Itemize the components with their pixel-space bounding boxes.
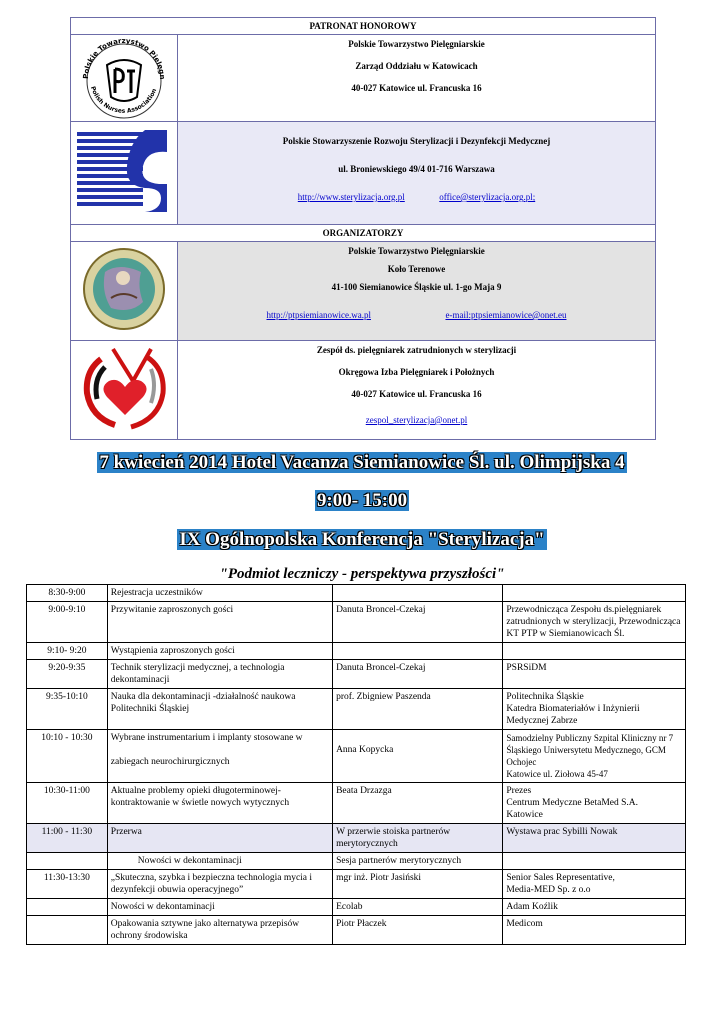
kolo-logo-cell	[71, 242, 178, 341]
program-speaker-cell: W przerwie stoiska partnerów merytorycznych	[333, 824, 503, 853]
program-row	[27, 643, 686, 660]
program-time-cell	[27, 853, 108, 870]
program-affiliation-cell: PSRSiDM	[503, 660, 686, 689]
psrsdm-line-2: ul. Broniewskiego 49/4 01-716 Warszawa	[338, 164, 495, 174]
program-speaker-cell: Danuta Broncel-Czekaj	[333, 660, 503, 689]
program-time-cell: 9:10- 9:20	[27, 643, 108, 660]
svg-text:Polskie Towarzystwo Pielęgniar: Polskie Towarzystwo Pielęgn	[81, 36, 167, 80]
zespol-email-link[interactable]: zespol_sterylizacja@onet.pl	[365, 415, 468, 425]
time-text: 9:00- 15:00	[316, 490, 408, 511]
psrsdm-logo-icon	[71, 122, 177, 222]
program-time-cell: 10:10 - 10:30	[27, 730, 108, 783]
program-row	[27, 824, 686, 853]
ptp-line-1: Polskie Towarzystwo Pielęgniarskie	[348, 39, 485, 49]
program-speaker-cell: Sesja partnerów merytorycznych	[333, 853, 503, 870]
program-row	[27, 585, 686, 602]
program-title-cell: „Skuteczna, szybka i bezpieczna technologia mycia i dezynfekcji obuwia operacyjnego”	[107, 870, 332, 899]
svg-text:Polish Nurses Association: Polish Nurses Association	[89, 85, 159, 115]
program-time-cell: 9:20-9:35	[27, 660, 108, 689]
psrsdm-website-link[interactable]: http://www.sterylizacja.org.pl	[297, 192, 405, 202]
time-banner	[0, 490, 724, 512]
psrsdm-line-1: Polskie Stowarzyszenie Rozwoju Sterylizacji i Dezynfekcji Medycznej	[282, 136, 551, 146]
psrsdm-info-cell	[178, 122, 656, 225]
program-affiliation-cell	[503, 585, 686, 602]
program-row	[27, 916, 686, 945]
ptp-logo-cell	[71, 35, 178, 122]
ptp-line-2: Zarząd Oddziału w Katowicach	[355, 61, 478, 71]
program-row	[27, 899, 686, 916]
zespol-logo-icon	[71, 341, 177, 437]
program-row	[27, 602, 686, 643]
program-affiliation-cell: Politechnika Śląskie Katedra Biomateriałów i Inżynierii Medycznej Zabrze	[503, 689, 686, 730]
patrons-organizers-table	[70, 17, 656, 440]
kolo-line-3: 41-100 Siemianowice Śląskie ul. 1-go Maja 9	[331, 282, 502, 292]
conference-title: IX Ogólnopolska Konferencja "Sterylizacja"	[179, 529, 545, 550]
program-title-cell: Nowości w dekontaminacji	[107, 853, 332, 870]
kolo-line-1: Polskie Towarzystwo Pielęgniarskie	[348, 246, 485, 256]
conference-banner	[0, 529, 724, 551]
program-affiliation-cell: Przewodnicząca Zespołu ds.pielęgniarek zatrudnionych w sterylizacji, Przewodnicząca KT PTP w Siemianowicach Śl.	[503, 602, 686, 643]
date-venue-banner	[0, 452, 724, 474]
program-title-cell: Nauka dla dekontaminacji -działalność naukowa Politechniki Śląskiej	[107, 689, 332, 730]
program-speaker-cell: Danuta Broncel-Czekaj	[333, 602, 503, 643]
program-row	[27, 870, 686, 899]
ptp-logo-icon	[71, 35, 177, 119]
program-title-cell: Technik sterylizacji medycznej, a technologia dekontaminacji	[107, 660, 332, 689]
ptp-info-cell	[178, 35, 656, 122]
program-affiliation-cell: Medicom	[503, 916, 686, 945]
conference-subtitle: "Podmiot leczniczy - perspektywa przyszłości"	[219, 566, 505, 582]
organizatorzy-header: ORGANIZATORZY	[71, 225, 656, 242]
program-title-cell: Rejestracja uczestników	[107, 585, 332, 602]
program-time-cell: 11:00 - 11:30	[27, 824, 108, 853]
program-speaker-cell	[333, 585, 503, 602]
program-title-cell: Wybrane instrumentarium i implanty stosowane w zabiegach neurochirurgicznych	[107, 730, 332, 783]
kolo-line-2: Koło Terenowe	[387, 264, 446, 274]
program-row	[27, 689, 686, 730]
kolo-logo-icon	[71, 242, 177, 338]
program-title-cell: Wystąpienia zaproszonych gości	[107, 643, 332, 660]
program-speaker-cell: Beata Drzazga	[333, 783, 503, 824]
zespol-info-cell	[178, 341, 656, 440]
program-speaker-cell	[333, 643, 503, 660]
psrsdm-email-link[interactable]: office@sterylizacja.org.pl;	[439, 192, 536, 202]
program-speaker-cell: prof. Zbigniew Paszenda	[333, 689, 503, 730]
program-row	[27, 660, 686, 689]
program-affiliation-cell	[503, 853, 686, 870]
program-row	[27, 783, 686, 824]
program-affiliation-cell: Adam Koźlik	[503, 899, 686, 916]
kolo-info-cell	[178, 242, 656, 341]
zespol-logo-cell	[71, 341, 178, 440]
program-affiliation-cell: Wystawa prac Sybilli Nowak	[503, 824, 686, 853]
program-title-cell: Przerwa	[107, 824, 332, 853]
program-speaker-cell: Ecolab	[333, 899, 503, 916]
program-time-cell: 10:30-11:00	[27, 783, 108, 824]
program-affiliation-cell: Senior Sales Representative, Media-MED Sp. z o.o	[503, 870, 686, 899]
program-time-cell	[27, 916, 108, 945]
zespol-line-1: Zespół ds. pielęgniarek zatrudnionych w sterylizacji	[316, 345, 517, 355]
psrsdm-logo-cell	[71, 122, 178, 225]
patronat-header: PATRONAT HONOROWY	[71, 18, 656, 35]
program-affiliation-cell: Samodzielny Publiczny Szpital Kliniczny nr 7 Śląskiego Uniwersytetu Medycznego, GCM Ochojec Katowice ul. Ziołowa 45-47	[503, 730, 686, 783]
program-speaker-cell: Anna Kopycka	[333, 730, 503, 783]
program-time-cell: 8:30-9:00	[27, 585, 108, 602]
zespol-line-2: Okręgowa Izba Pielęgniarek i Położnych	[338, 367, 495, 377]
program-title-cell: Opakowania sztywne jako alternatywa przepisów ochrony środowiska	[107, 916, 332, 945]
program-title-cell: Aktualne problemy opieki długoterminowej-kontraktowanie w świetle nowych wytycznych	[107, 783, 332, 824]
program-row	[27, 853, 686, 870]
ptp-line-3: 40-027 Katowice ul. Francuska 16	[351, 83, 482, 93]
program-row	[27, 730, 686, 783]
program-title-cell: Przywitanie zaproszonych gości	[107, 602, 332, 643]
program-time-cell: 11:30-13:30	[27, 870, 108, 899]
program-table	[26, 584, 686, 945]
program-time-cell	[27, 899, 108, 916]
program-title-cell: Nowości w dekontaminacji	[107, 899, 332, 916]
program-time-cell: 9:00-9:10	[27, 602, 108, 643]
program-speaker-cell: Piotr Płaczek	[333, 916, 503, 945]
program-time-cell: 9:35-10:10	[27, 689, 108, 730]
date-venue-text: 7 kwiecień 2014 Hotel Vacanza Siemianowice Śl. ul. Olimpijska 4	[99, 452, 625, 473]
program-affiliation-cell	[503, 643, 686, 660]
kolo-website-link[interactable]: http://ptpsiemianowice.wa.pl	[266, 310, 371, 320]
program-affiliation-cell: Prezes Centrum Medyczne BetaMed S.A. Katowice	[503, 783, 686, 824]
kolo-email-link[interactable]: e-mail:ptpsiemianowice@onet.eu	[445, 310, 567, 320]
zespol-line-3: 40-027 Katowice ul. Francuska 16	[351, 389, 482, 399]
program-speaker-cell: mgr inż. Piotr Jasiński	[333, 870, 503, 899]
